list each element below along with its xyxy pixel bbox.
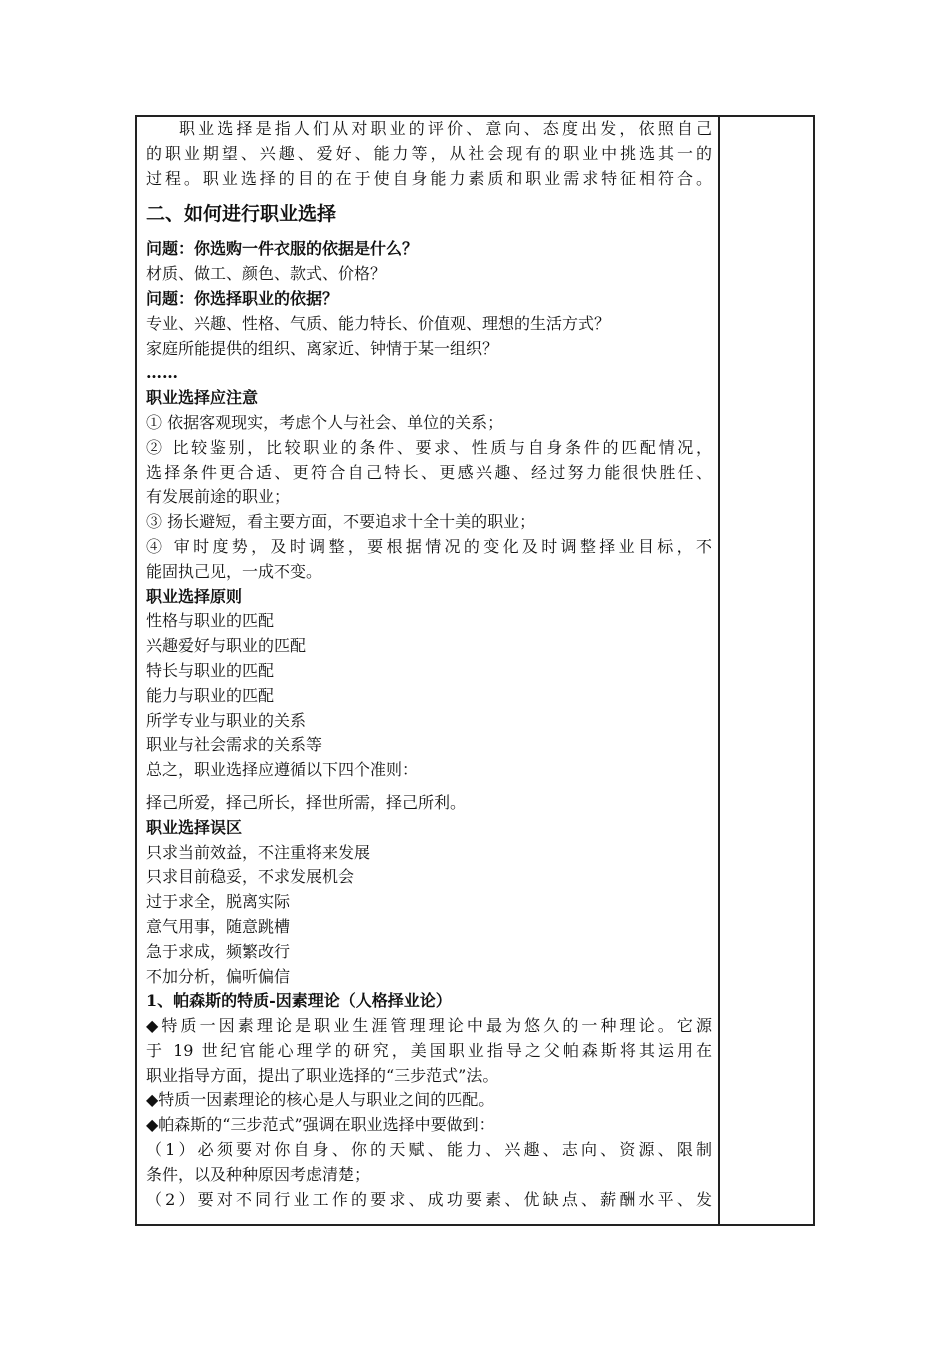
note-item: ③ 扬长避短，看主要方面，不要追求十全十美的职业； [146, 512, 536, 532]
theory-line: ◆特质一因素理论是职业生涯管理理论中最为悠久的一种理论。它源 [146, 1016, 712, 1036]
mistake-item: 只求目前稳妥，不求发展机会 [146, 867, 355, 887]
answer: 专业、兴趣、性格、气质、能力特长、价值观、理想的生活方式？ [146, 313, 611, 333]
mistake-item: 急于求成，频繁改行 [146, 941, 291, 961]
theory-line: 条件，以及种种原因考虑清楚； [146, 1164, 371, 1184]
subsection-title: 1、帕森斯的特质-因素理论（人格择业论） [146, 991, 452, 1011]
answer: 家庭所能提供的组织、离家近、钟情于某一组织？ [146, 338, 499, 358]
theory-line: （1）必须要对你自身、你的天赋、能力、兴趣、志向、资源、限制 [146, 1140, 712, 1160]
mistake-item: 不加分析，偏听偏信 [146, 966, 291, 986]
subsection-title: 职业选择误区 [146, 817, 243, 837]
theory-line: （2）要对不同行业工作的要求、成功要素、优缺点、薪酬水平、发 [146, 1189, 712, 1209]
mistake-item: 意气用事，随意跳槽 [146, 916, 291, 936]
mistake-item: 过于求全，脱离实际 [146, 892, 291, 912]
principle-item: 所学专业与职业的关系 [146, 710, 307, 730]
principle-summary: 择己所爱，择己所长，择世所需，择己所利。 [146, 792, 467, 812]
note-item: ① 依据客观现实，考虑个人与社会、单位的关系； [146, 412, 504, 432]
theory-line: ◆帕森斯的“三步范式”强调在职业选择中要做到： [146, 1115, 495, 1135]
note-item: ④ 审时度势，及时调整，要根据情况的变化及时调整择业目标，不 [146, 536, 712, 556]
intro-line: 职业选择是指人们从对职业的评价、意向、态度出发，依照自己 [179, 119, 712, 138]
intro-line: 过程。职业选择的目的在于使自身能力素质和职业需求特征相符合。 [146, 168, 712, 188]
ellipsis: …… [146, 363, 178, 383]
theory-line: 于 19 世纪官能心理学的研究，美国职业指导之父帕森斯将其运用在 [146, 1040, 712, 1060]
principle-item: 兴趣爱好与职业的匹配 [146, 636, 307, 656]
principle-item: 总之，职业选择应遵循以下四个准则： [146, 760, 419, 780]
question: 问题：你选择职业的依据？ [146, 288, 339, 308]
note-item: 能固执己见，一成不变。 [146, 561, 323, 581]
principle-item: 性格与职业的匹配 [146, 611, 275, 631]
principle-item: 能力与职业的匹配 [146, 685, 275, 705]
answer: 材质、做工、颜色、款式、价格？ [146, 264, 387, 284]
intro-line: 的职业期望、兴趣、爱好、能力等，从社会现有的职业中挑选其一的 [146, 143, 712, 163]
note-item: 有发展前途的职业； [146, 487, 291, 507]
spacer [146, 783, 712, 791]
subsection-title: 职业选择应注意 [146, 388, 259, 408]
section-heading: 二、如何进行职业选择 [146, 203, 337, 226]
theory-line: ◆特质一因素理论的核心是人与职业之间的匹配。 [146, 1090, 495, 1110]
table-column-divider [718, 115, 720, 1226]
question: 问题：你选购一件衣服的依据是什么？ [146, 239, 419, 259]
note-item: ② 比较鉴别，比较职业的条件、要求、性质与自身条件的匹配情况， [146, 437, 712, 457]
mistake-item: 只求当前效益，不注重将来发展 [146, 842, 371, 862]
principle-item: 职业与社会需求的关系等 [146, 735, 323, 755]
note-item: 选择条件更合适、更符合自己特长、更感兴趣、经过努力能很快胜任、 [146, 462, 712, 482]
theory-line: 职业指导方面，提出了职业选择的“三步范式”法。 [146, 1065, 499, 1085]
subsection-title: 职业选择原则 [146, 586, 243, 606]
principle-item: 特长与职业的匹配 [146, 660, 275, 680]
table-cell-content [146, 117, 712, 1212]
